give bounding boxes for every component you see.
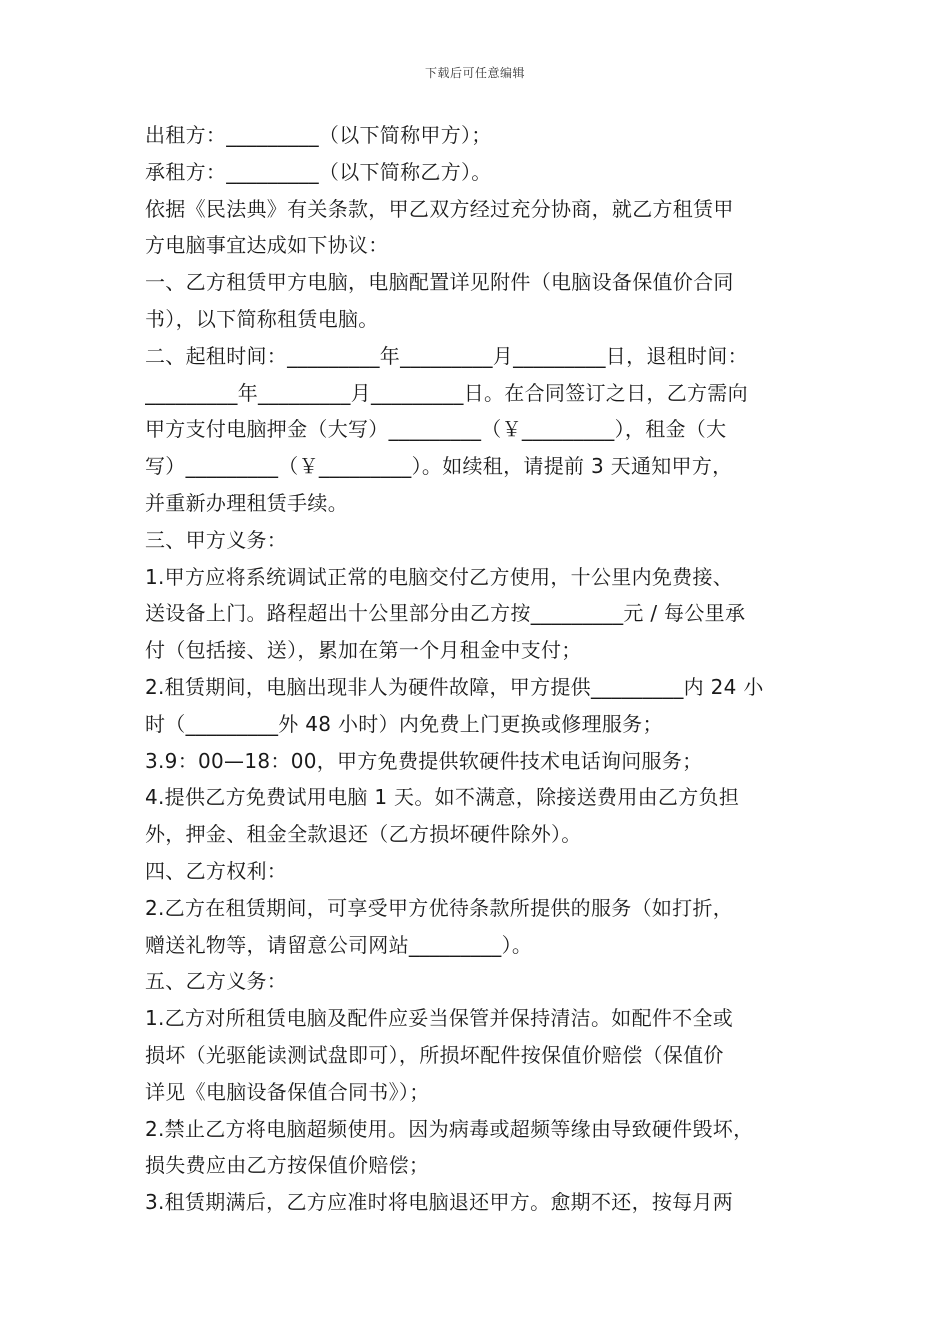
text-line: _________年_________月_________日。在合同签订之日，乙方需向 — [145, 380, 748, 405]
text-line: 二、起租时间：_________年_________月_________日，退租时间： — [145, 343, 748, 368]
text-line: 损坏（光驱能读测试盘即可），所损坏配件按保值价赔偿（保值价 — [145, 1042, 724, 1067]
text-line: 时（_________外 48 小时）内免费上门更换或修理服务； — [145, 711, 663, 736]
text-line: 书），以下简称租赁电脑。 — [145, 306, 379, 331]
text-line: 写）_________（￥_________）。如续租，请提前 3 天通知甲方， — [145, 454, 733, 479]
text-line: 送设备上门。路程超出十公里部分由乙方按_________元 / 每公里承 — [145, 601, 746, 626]
text-line: 一、乙方租赁甲方电脑，电脑配置详见附件（电脑设备保值价合同 — [145, 270, 734, 295]
text-line: 详见《电脑设备保值合同书》）； — [145, 1079, 430, 1104]
text-line: 甲方支付电脑押金（大写）_________（￥_________），租金（大 — [145, 417, 727, 442]
text-line: 2.租赁期间，电脑出现非人为硬件故障，甲方提供_________内 24 小 — [145, 674, 764, 699]
text-line: 损失费应由乙方按保值价赔偿； — [145, 1153, 430, 1178]
text-line: 赠送礼物等，请留意公司网站_________）。 — [145, 932, 533, 957]
text-line: 3.9：00—18：00，甲方免费提供软硬件技术电话询问服务； — [145, 748, 703, 773]
text-line: 方电脑事宜达成如下协议： — [145, 233, 389, 258]
text-line: 付（包括接、送），累加在第一个月租金中支付； — [145, 638, 582, 663]
text-line: 四、乙方权利： — [145, 858, 288, 883]
text-line: 承租方：_________（以下简称乙方）。 — [145, 159, 492, 184]
text-line: 1.甲方应将系统调试正常的电脑交付乙方使用，十公里内免费接、 — [145, 564, 734, 589]
text-line: 1.乙方对所租赁电脑及配件应妥当保管并保持清洁。如配件不全或 — [145, 1006, 734, 1031]
text-line: 2.禁止乙方将电脑超频使用。因为病毒或超频等缘由导致硬件毁坏， — [145, 1116, 754, 1141]
page-header: 下载后可任意编辑 — [424, 66, 525, 80]
text-line: 五、乙方义务： — [145, 969, 288, 994]
text-line: 并重新办理租赁手续。 — [145, 490, 348, 515]
contract-body — [145, 117, 815, 1221]
text-line: 出租方：_________（以下简称甲方）； — [145, 123, 492, 147]
text-line: 3.租赁期满后，乙方应准时将电脑退还甲方。愈期不还，按每月两 — [145, 1190, 734, 1215]
text-line: 外，押金、租金全款退还（乙方损坏硬件除外）。 — [145, 822, 582, 847]
text-line: 2.乙方在租赁期间，可享受甲方优待条款所提供的服务（如打折， — [145, 895, 734, 920]
text-line: 三、甲方义务： — [145, 527, 288, 552]
text-line: 依据《民法典》有关条款，甲乙双方经过充分协商，就乙方租赁甲 — [145, 196, 734, 221]
text-line: 4.提供乙方免费试用电脑 1 天。如不满意，除接送费用由乙方负担 — [145, 785, 740, 810]
